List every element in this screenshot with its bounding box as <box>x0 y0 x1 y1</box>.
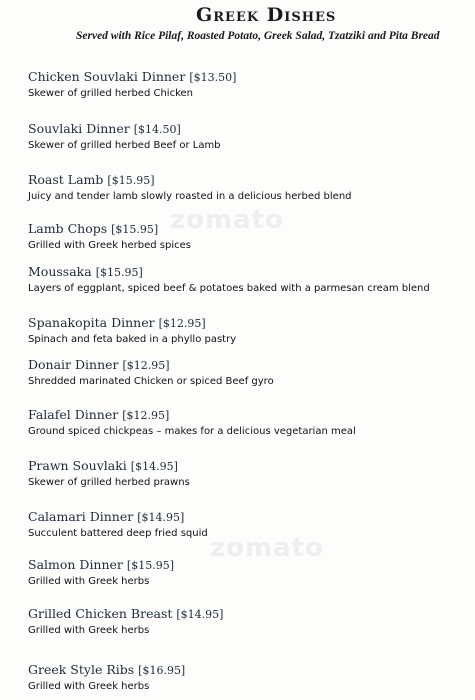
item-name: Falafel Dinner <box>28 407 119 422</box>
item-name: Spanakopita Dinner <box>28 315 155 330</box>
watermark: zomato <box>210 533 324 563</box>
menu-item <box>28 220 468 253</box>
item-price: [$12.95] <box>122 409 170 422</box>
item-description: Juicy and tender lamb slowly roasted in a delicious herbed blend <box>28 191 352 202</box>
item-name: Greek Style Ribs <box>28 662 135 677</box>
item-price: [$16.95] <box>138 664 186 677</box>
item-description: Grilled with Greek herbs <box>28 576 150 587</box>
menu-item <box>28 605 468 638</box>
menu-item <box>28 661 468 694</box>
menu-item <box>28 120 468 153</box>
item-price: [$15.95] <box>126 559 174 572</box>
item-name: Souvlaki Dinner <box>28 121 130 136</box>
item-price: [$14.95] <box>137 511 185 524</box>
item-price: [$15.95] <box>111 223 159 236</box>
item-name: Lamb Chops <box>28 221 108 236</box>
section-subtitle: Served with Rice Pilaf, Roasted Potato, Greek Salad, Tzatziki and Pita Bread <box>76 30 440 42</box>
watermark: zomato <box>170 205 284 235</box>
item-description: Grilled with Greek herbs <box>28 681 150 692</box>
item-price: [$15.95] <box>95 266 143 279</box>
menu-item <box>28 406 468 439</box>
item-price: [$12.95] <box>122 359 170 372</box>
item-price: [$14.95] <box>130 460 178 473</box>
item-description: Layers of eggplant, spiced beef & potatoes baked with a parmesan cream blend <box>28 283 430 294</box>
item-name: Moussaka <box>28 264 92 279</box>
item-name: Salmon Dinner <box>28 557 123 572</box>
item-description: Shredded marinated Chicken or spiced Beef gyro <box>28 376 274 387</box>
item-price: [$15.95] <box>107 174 155 187</box>
item-description: Skewer of grilled herbed Chicken <box>28 88 193 99</box>
menu-item <box>28 457 468 490</box>
item-name: Donair Dinner <box>28 357 119 372</box>
item-description: Grilled with Greek herbs <box>28 625 150 636</box>
menu-item <box>28 556 468 589</box>
item-description: Ground spiced chickpeas – makes for a delicious vegetarian meal <box>28 426 356 437</box>
item-name: Prawn Souvlaki <box>28 458 127 473</box>
item-price: [$14.50] <box>133 123 181 136</box>
menu-item <box>28 508 468 541</box>
menu-item <box>28 171 468 204</box>
item-price: [$14.95] <box>176 608 224 621</box>
item-description: Succulent battered deep fried squid <box>28 528 208 539</box>
item-price: [$13.50] <box>189 71 237 84</box>
menu-item <box>28 68 468 101</box>
item-name: Chicken Souvlaki Dinner <box>28 69 186 84</box>
item-name: Calamari Dinner <box>28 509 134 524</box>
menu-item <box>28 263 468 296</box>
item-name: Roast Lamb <box>28 172 104 187</box>
section-title: Greek Dishes <box>196 4 337 26</box>
item-description: Skewer of grilled herbed Beef or Lamb <box>28 140 221 151</box>
item-name: Grilled Chicken Breast <box>28 606 173 621</box>
item-description: Grilled with Greek herbed spices <box>28 240 192 251</box>
item-description: Spinach and feta baked in a phyllo pastry <box>28 334 237 345</box>
menu-item <box>28 356 468 389</box>
item-description: Skewer of grilled herbed prawns <box>28 477 190 488</box>
menu-item <box>28 314 468 347</box>
item-price: [$12.95] <box>158 317 206 330</box>
